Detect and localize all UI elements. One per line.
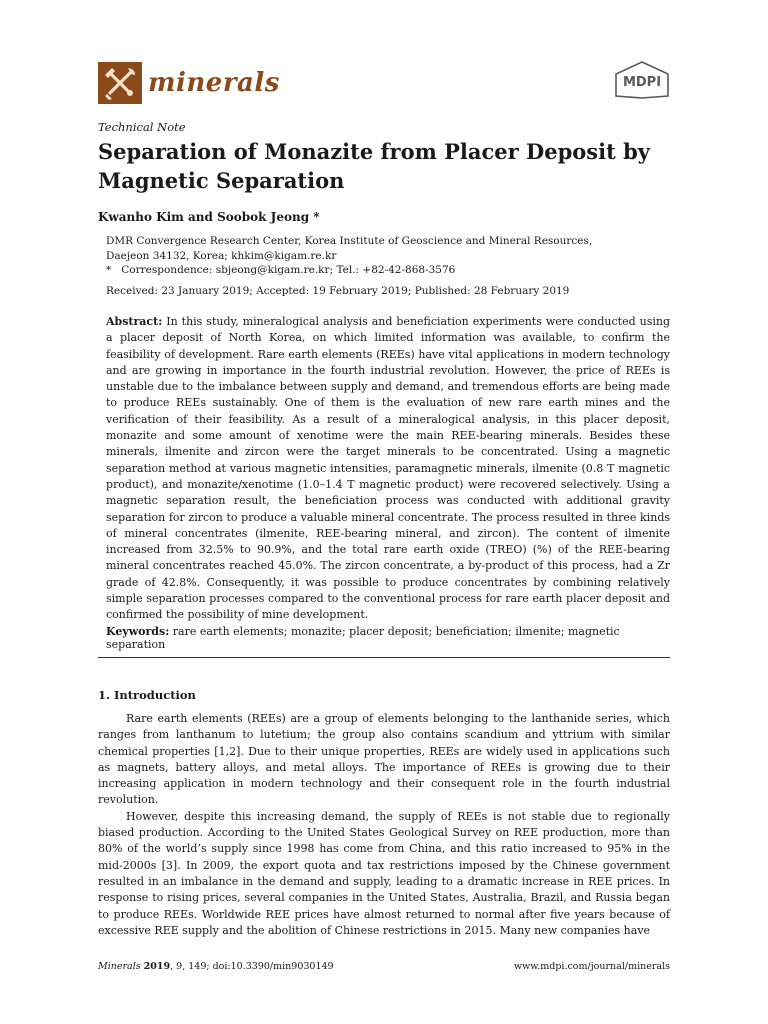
keywords-text: rare earth elements; monazite; placer deposit; beneficiation; ilmenite; magnetic separation [106, 625, 620, 651]
paragraph: However, despite this increasing demand, the supply of REEs is not stable due to regionally biased production. According to the United States Geological Survey on REE production, more than 80% of the world’s supply since 1998 has come from China, and this ratio increased to 95% in the mid-2000s [3]. In 2009, the export quota and tax restrictions imposed by the Chinese government resulted in an imbalance in the demand and supply, leading to a dramatic increase in REE prices. In response to rising prices, several companies in the United States, Australia, Brazil, and Russia began to produce REEs. Worldwide REE prices have almost returned to normal after five years because of excessive REE supply and the abolition of Chinese restrictions in 2015. Many new companies have [98, 809, 670, 937]
keywords [106, 625, 670, 651]
introduction-body [98, 711, 670, 939]
footer-journal: Minerals [98, 961, 141, 972]
affiliation-line: DMR Convergence Research Center, Korea Institute of Geoscience and Mineral Resources, [106, 235, 593, 247]
journal-logo[interactable] [98, 62, 280, 104]
article-type: Technical Note [98, 120, 186, 134]
footer-citation-text: , 9, 149; doi:10.3390/min9030149 [170, 961, 334, 972]
journal-name: minerals [148, 68, 280, 98]
correspondence-mark: * [106, 264, 112, 276]
article-title: Separation of Monazite from Placer Deposit by Magnetic Separation [98, 139, 650, 193]
abstract-text: In this study, mineralogical analysis and beneficiation experiments were conducted using a placer deposit of North Korea, on which limited information was available, to confirm the feasibility of development. Rare earth elements (REEs) have vital applications in modern technology and are growing in importance in the fourth industrial revolution. However, the price of REEs is unstable due to the imbalance between supply and demand, and tremendous efforts are being made to produce REEs sustainably. One of them is the evaluation of new rare earth mines and the verification of their feasibility. As a result of a mineralogical analysis, in this placer deposit, monazite and some amount of xenotime were the main REE-bearing minerals. Besides these minerals, ilmenite and zircon were the target minerals to be concentrated. Using a magnetic separation method at various magnetic intensities, paramagnetic minerals, ilmenite (0.8 T magnetic product), and monazite/xenotime (1.0–1.4 T magnetic product) were recovered selectively. Using a magnetic separation result, the beneficiation process was conducted with additional gravity separation for zircon to produce a valuable mineral concentrate. The process resulted in three kinds of mineral concentrates (ilmenite, REE-bearing mineral, and zircon). The content of ilmenite increased from 32.5% to 90.9%, and the total rare earth oxide (TREO) (%) of the REE-bearing mineral concentrates reached 45.0%. The zircon concentrate, a by-product of this process, had a Zr grade of 42.8%. Consequently, it was possible to produce concentrates by combining relatively simple separation processes compared to the conventional process for rare earth placer deposit and confirmed the possibility of mine development. [106, 315, 670, 622]
keywords-label: Keywords: [106, 625, 170, 638]
section-divider [98, 657, 670, 658]
publication-dates: Received: 23 January 2019; Accepted: 19 February 2019; Published: 28 February 2019 [106, 285, 570, 297]
pickaxe-shovel-icon [98, 62, 142, 104]
footer-url[interactable]: www.mdpi.com/journal/minerals [513, 961, 670, 972]
author-list[interactable]: Kwanho Kim and Soobok Jeong * [98, 210, 320, 224]
paragraph: Rare earth elements (REEs) are a group of elements belonging to the lanthanide series, which ranges from lanthanum to lutetium; the group also contains scandium and yttrium with similar chemical properties [1,2]. Due to their unique properties, REEs are widely used in applications such as magnets, battery alloys, and metal alloys. The importance of REEs is growing due to their increasing application in modern technology and their consequent role in the fourth industrial revolution. [98, 712, 670, 807]
footer-year: 2019 [143, 961, 171, 972]
affiliation-line: Daejeon 34132, Korea; khkim@kigam.re.kr [106, 249, 337, 262]
correspondence-text: Correspondence: sbjeong@kigam.re.kr; Tel.: +82-42-868-3576 [121, 264, 456, 276]
section-heading-introduction: 1. Introduction [98, 688, 196, 702]
correspondence-line [106, 263, 666, 278]
abstract [106, 314, 670, 624]
affiliation-block [106, 234, 666, 278]
mdpi-label: MDPI [622, 75, 662, 90]
footer-citation [98, 961, 334, 972]
abstract-label: Abstract: [106, 315, 163, 328]
mdpi-logo[interactable] [612, 60, 672, 100]
